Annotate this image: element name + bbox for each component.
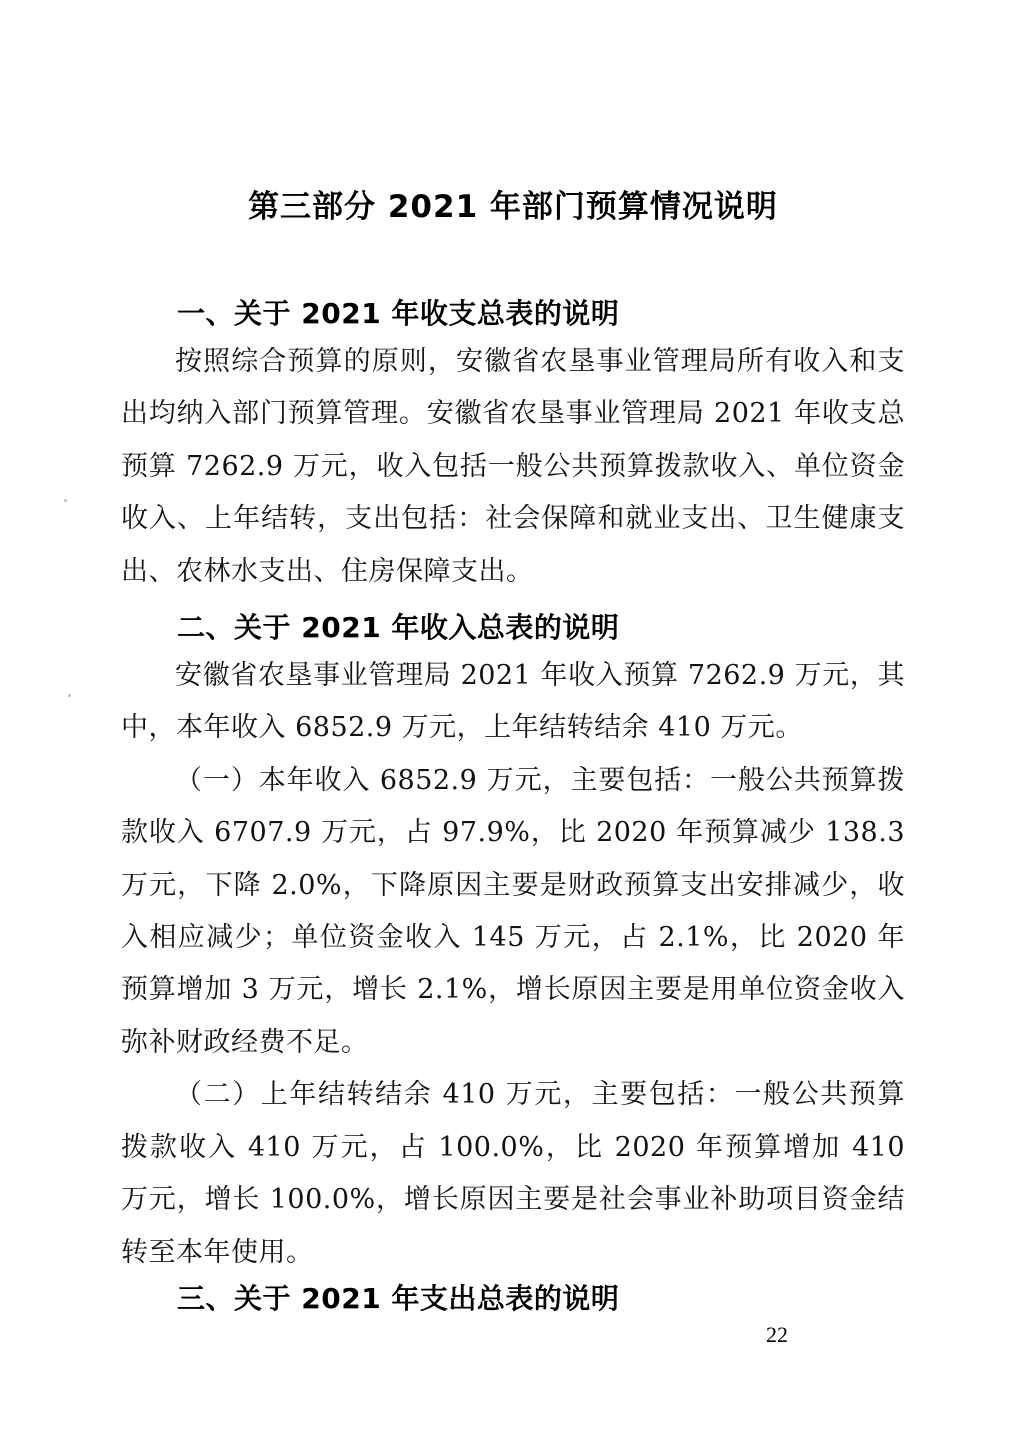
scan-speck [68,694,71,697]
page-content [121,0,905,1319]
section-1-paragraph-1: 按照综合预算的原则，安徽省农垦事业管理局所有收入和支出均纳入部门预算管理。安徽省农垦事业管理局 2021 年收支总预算 7262.9 万元，收入包括一般公共预算拨款收入、单位资金收入、上年结转，支出包括：社会保障和就业支出、卫生健康支出、农林水支出、住房保障支出。 [121,346,905,587]
section-2-paragraph-2: （一）本年收入 6852.9 万元，主要包括：一般公共预算拨款收入 6707.9 万元，占 97.9%，比 2020 年预算减少 138.3 万元，下降 2.0%，下降原因主要是财政预算支出安排减少，收入相应减少；单位资金收入 145 万元，占 2.1%，比 2020 年预算增加 3 万元，增长 2.1%，增长原因主要是用单位资金收入弥补财政经费不足。 [121,764,905,1058]
page-number: 22 [766,1322,788,1347]
document-title: 第三部分 2021 年部门预算情况说明 [248,189,778,225]
section-3-heading: 三、关于 2021 年支出总表的说明 [177,1281,620,1315]
section-1-heading: 一、关于 2021 年收支总表的说明 [177,297,620,330]
scan-speck [64,499,67,502]
section-2-paragraph-1: 安徽省农垦事业管理局 2021 年收入预算 7262.9 万元，其中，本年收入 6852.9 万元，上年结转结余 410 万元。 [121,660,905,744]
section-2-heading: 二、关于 2021 年收入总表的说明 [177,611,620,645]
section-2-paragraph-3: （二）上年结转结余 410 万元，主要包括：一般公共预算拨款收入 410 万元，占 100.0%，比 2020 年预算增加 410 万元，增长 100.0%，增长原因主要是社会事业补助项目资金结转至本年使用。 [121,1079,905,1268]
